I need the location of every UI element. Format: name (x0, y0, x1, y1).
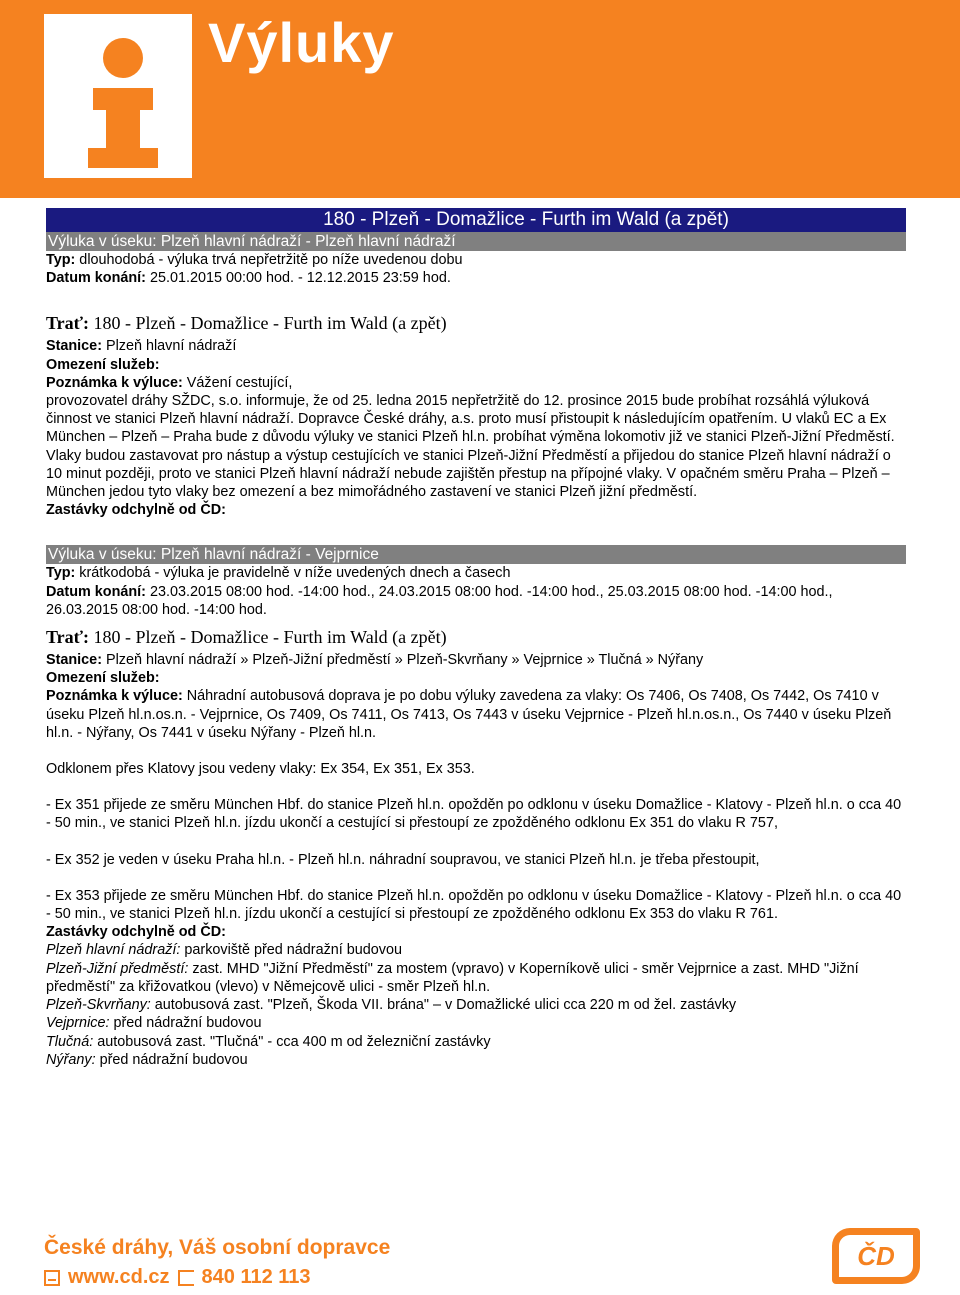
s2-omezeni: Omezení služeb: (46, 670, 160, 687)
stop-item: Nýřany: před nádražní budovou (46, 1051, 248, 1068)
header-banner (0, 0, 960, 198)
phone-icon (178, 1270, 194, 1286)
section-2-bar: Výluka v úseku: Plzeň hlavní nádraží - Vejprnice (46, 545, 906, 564)
cd-logo: ČD (832, 1228, 920, 1284)
s1-typ: Typ: dlouhodobá - výluka trvá nepřetržitě po níže uvedenou dobu (46, 252, 463, 268)
footer-phone[interactable]: 840 112 113 (201, 1266, 311, 1288)
web-icon (44, 1270, 60, 1286)
s1-stanice: Stanice: Plzeň hlavní nádraží (46, 338, 237, 355)
stops-list (46, 941, 906, 1068)
s2-poznamka: Poznámka k výluce: Náhradní autobusová doprava je po dobu výluky zavedena za vlaky: Os 7406, Os 7408, Os 7442, Os 7410 v úseku Plzeň hl.n.os.n. - Vejprnice, Os 7409, Os 7411, Os 7413, Os 7443 v úseku Vejprnice - Plzeň hl.n.os.n., Os 7440 v úseku Plzeň hl.n. - Nýřany, Os 7441 v úseku Nýřany - Plzeň hl.n. (46, 688, 892, 741)
s2-typ: Typ: krátkodobá - výluka je pravidelně v níže uvedených dnech a časech (46, 565, 511, 582)
s1-omezeni: Omezení služeb: (46, 356, 160, 373)
s2-zastavky: Zastávky odchylně od ČD: (46, 924, 226, 941)
s2-datum: Datum konání: 23.03.2015 08:00 hod. -14:00 hod., 24.03.2015 08:00 hod. -14:00 hod., 25.03.2015 08:00 hod. -14:00 hod., 26.03.2015 08:00 hod. -14:00 hod. (46, 583, 833, 618)
notice-content (46, 208, 906, 1069)
stop-item: Plzeň-Skvrňany: autobusová zast. "Plzeň, Škoda VII. brána" – v Domažlické ulici cca 220 m od žel. zastávky (46, 997, 737, 1014)
stop-item: Plzeň-Jižní předměstí: zast. MHD "Jižní Předměstí" za mostem (vpravo) v Koperníkově ulici - směr Vejprnice a zast. MHD "Jižní předměstí" za křižovatkou (vlevo) v Němejcově ulici - směr Plzeň hl.n. (46, 960, 859, 995)
s2-ex353: - Ex 353 přijede ze směru München Hbf. do stanice Plzeň hl.n. opožděn po odklonu v úseku Domažlice - Klatovy - Plzeň hl.n. o cca 40 - 50 min., ve stanici Plzeň hl.n. jízdu ukončí a cestující si přestoupí ze zpožděného odklonu Ex 353 do vlaku R 761. (46, 887, 902, 923)
s2-ex352: - Ex 352 je veden v úseku Praha hl.n. - Plzeň hl.n. náhradní soupravou, ve stanici Plzeň hl.n. je třeba přestoupit, (46, 851, 760, 868)
s1-poznamka-text: provozovatel dráhy SŽDC, s.o. informuje, že od 25. ledna 2015 nepřetržitě do 12. prosince 2015 bude probíhat rozsáhlá výluková činnost ve stanici Plzeň hlavní nádraží. Dopravce České dráhy, a.s. proto musí přistoupit k následujícím opatřením. U vlaků EC a Ex München – Plzeň – Praha bude z důvodu výluky ve stanici Plzeň hl.n. probíhat výměna lokomotiv již ve stanici Plzeň-Jižní Předměstí. Vlaky budou zastavovat pro nástup a výstup cestujících ve stanici Plzeň-Jižní Předměstí a přijedou do stanice Plzeň hlavní nádraží o 10 minut později, proto ve stanici Plzeň hlavní nádraží nebude zajištěn přestup na přípojné vlaky. V opačném směru Praha – Plzeň – München jedou tyto vlaky bez omezení a bez mimořádného zastavení ve stanici Plzeň jižní předměstí. (46, 393, 895, 501)
s2-odklon: Odklonem přes Klatovy jsou vedeny vlaky: Ex 354, Ex 351, Ex 353. (46, 761, 475, 778)
header-title: Výluky (208, 11, 395, 74)
s2-trat: Trať: 180 - Plzeň - Domažlice - Furth im Wald (a zpět) (46, 627, 447, 648)
s2-stanice: Stanice: Plzeň hlavní nádraží » Plzeň-Jižní předměstí » Plzeň-Skvrňany » Vejprnice » Tlučná » Nýřany (46, 652, 704, 669)
footer-slogan: České dráhy, Váš osobní dopravce (44, 1236, 391, 1259)
footer-contact (44, 1266, 311, 1289)
section-1-bar: Výluka v úseku: Plzeň hlavní nádraží - Plzeň hlavní nádraží (46, 232, 906, 251)
s1-poznamka: Poznámka k výluce: Vážení cestující, (46, 374, 293, 391)
stop-item: Plzeň hlavní nádraží: parkoviště před nádražní budovou (46, 942, 403, 959)
s2-ex351: - Ex 351 přijede ze směru München Hbf. do stanice Plzeň hl.n. opožděn po odklonu v úseku Domažlice - Klatovy - Plzeň hl.n. o cca 40 - 50 min., ve stanici Plzeň hl.n. jízdu ukončí a cestující si přestoupí ze zpožděného odklonu Ex 351 do vlaku R 757, (46, 797, 902, 832)
route-title: 180 - Plzeň - Domažlice - Furth im Wald (a zpět) (46, 208, 906, 232)
stop-item: Tlučná: autobusová zast. "Tlučná" - cca 400 m od železniční zastávky (46, 1033, 491, 1050)
stop-item: Vejprnice: před nádražní budovou (46, 1015, 262, 1032)
s1-datum: Datum konání: 25.01.2015 00:00 hod. - 12.12.2015 23:59 hod. (46, 270, 451, 287)
s1-trat: Trať: 180 - Plzeň - Domažlice - Furth im Wald (a zpět) (46, 313, 447, 334)
s1-zastavky: Zastávky odchylně od ČD: (46, 502, 226, 519)
footer-web-link[interactable]: www.cd.cz (68, 1266, 170, 1288)
info-icon (44, 14, 192, 178)
